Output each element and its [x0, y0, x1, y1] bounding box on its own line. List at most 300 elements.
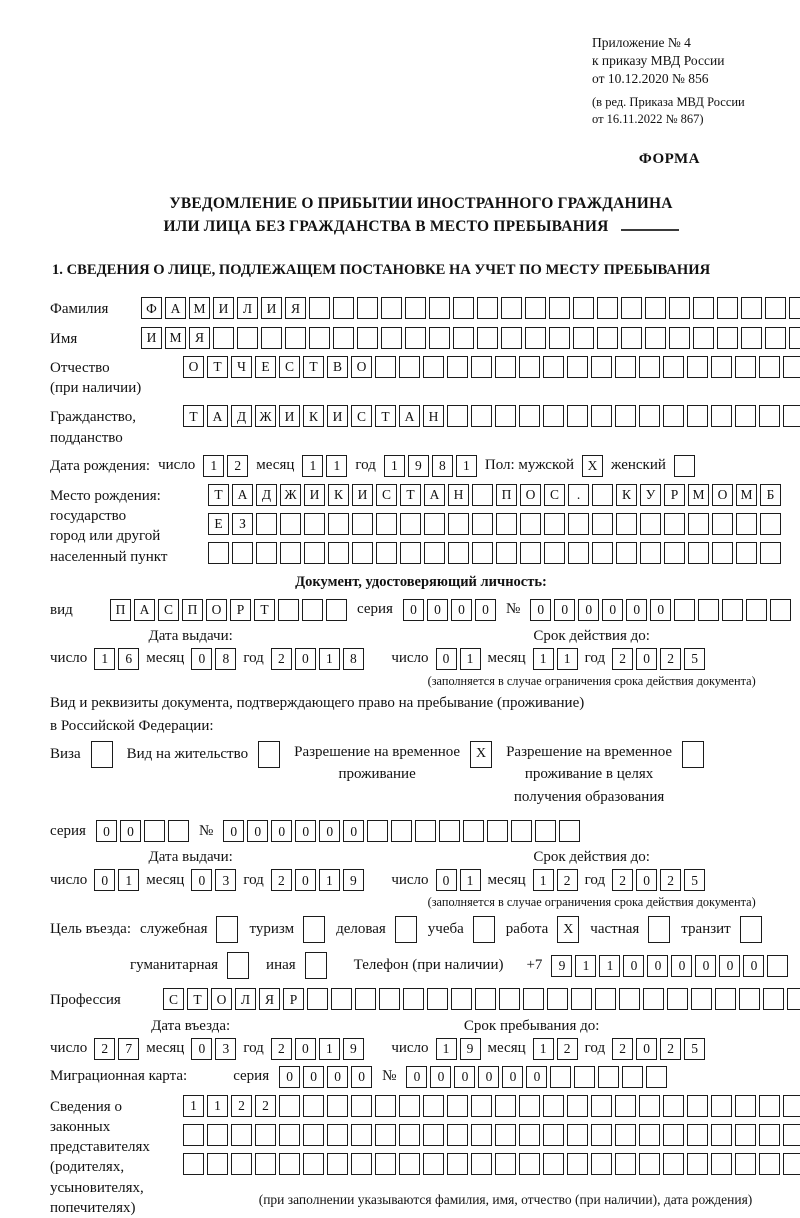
form-cell[interactable] [639, 1124, 660, 1146]
form-cell[interactable] [331, 988, 352, 1010]
form-cell[interactable] [376, 542, 397, 564]
form-cell[interactable] [424, 513, 445, 535]
form-cell[interactable] [698, 599, 719, 621]
form-cell[interactable] [544, 542, 565, 564]
form-cell[interactable]: П [496, 484, 517, 506]
form-cell[interactable]: 0 [526, 1066, 547, 1088]
form-cell[interactable] [687, 1153, 708, 1175]
form-cell[interactable]: 1 [319, 648, 340, 670]
form-cell[interactable] [424, 542, 445, 564]
form-cell[interactable]: 1 [319, 869, 340, 891]
form-cell[interactable]: 8 [432, 455, 453, 477]
form-cell[interactable] [525, 297, 546, 319]
form-cell[interactable]: К [616, 484, 637, 506]
form-cell[interactable] [591, 1095, 612, 1117]
form-cell[interactable]: 5 [684, 1038, 705, 1060]
form-cell[interactable]: 0 [223, 820, 244, 842]
form-cell[interactable]: 0 [343, 820, 364, 842]
form-cell[interactable] [379, 988, 400, 1010]
form-cell[interactable] [213, 327, 234, 349]
form-cell[interactable] [168, 820, 189, 842]
form-cell[interactable]: 0 [602, 599, 623, 621]
form-cell[interactable] [520, 542, 541, 564]
form-cell[interactable]: И [327, 405, 348, 427]
form-cell[interactable] [477, 297, 498, 319]
form-cell[interactable] [682, 741, 704, 768]
form-cell[interactable]: Т [254, 599, 275, 621]
form-cell[interactable]: 0 [406, 1066, 427, 1088]
form-cell[interactable]: 2 [255, 1095, 276, 1117]
form-cell[interactable] [453, 327, 474, 349]
form-cell[interactable] [783, 1124, 800, 1146]
form-cell[interactable]: А [424, 484, 445, 506]
form-cell[interactable] [423, 1095, 444, 1117]
form-cell[interactable]: 0 [96, 820, 117, 842]
form-cell[interactable]: И [279, 405, 300, 427]
form-cell[interactable]: Т [303, 356, 324, 378]
form-cell[interactable] [759, 1153, 780, 1175]
form-cell[interactable] [663, 405, 684, 427]
form-cell[interactable] [736, 513, 757, 535]
form-cell[interactable] [567, 1095, 588, 1117]
form-cell[interactable] [303, 1095, 324, 1117]
form-cell[interactable] [471, 1153, 492, 1175]
form-cell[interactable] [427, 988, 448, 1010]
form-cell[interactable] [144, 820, 165, 842]
form-cell[interactable] [231, 1124, 252, 1146]
form-cell[interactable]: Т [183, 405, 204, 427]
form-cell[interactable] [303, 916, 325, 943]
form-cell[interactable]: 0 [647, 955, 668, 977]
form-cell[interactable]: 5 [684, 648, 705, 670]
form-cell[interactable] [646, 1066, 667, 1088]
form-cell[interactable]: . [568, 484, 589, 506]
form-cell[interactable] [759, 356, 780, 378]
form-cell[interactable]: 2 [612, 869, 633, 891]
form-cell[interactable] [645, 327, 666, 349]
form-cell[interactable] [261, 327, 282, 349]
form-cell[interactable]: 8 [215, 648, 236, 670]
form-cell[interactable] [280, 513, 301, 535]
form-cell[interactable]: И [352, 484, 373, 506]
form-cell[interactable] [547, 988, 568, 1010]
form-cell[interactable] [391, 820, 412, 842]
form-cell[interactable]: 0 [623, 955, 644, 977]
form-cell[interactable] [763, 988, 784, 1010]
form-cell[interactable] [405, 327, 426, 349]
form-cell[interactable] [598, 1066, 619, 1088]
form-cell[interactable]: А [232, 484, 253, 506]
form-cell[interactable]: 0 [671, 955, 692, 977]
form-cell[interactable]: 2 [94, 1038, 115, 1060]
form-cell[interactable] [711, 405, 732, 427]
form-cell[interactable]: 0 [427, 599, 448, 621]
form-cell[interactable] [543, 405, 564, 427]
form-cell[interactable] [280, 542, 301, 564]
form-cell[interactable] [328, 542, 349, 564]
form-cell[interactable] [429, 297, 450, 319]
form-cell[interactable] [760, 513, 781, 535]
form-cell[interactable]: 2 [660, 648, 681, 670]
form-cell[interactable]: Т [400, 484, 421, 506]
form-cell[interactable] [305, 952, 327, 979]
form-cell[interactable] [711, 356, 732, 378]
form-cell[interactable] [712, 542, 733, 564]
form-cell[interactable]: 0 [502, 1066, 523, 1088]
form-cell[interactable] [615, 405, 636, 427]
form-cell[interactable]: С [376, 484, 397, 506]
form-cell[interactable]: 2 [227, 455, 248, 477]
form-cell[interactable] [615, 1124, 636, 1146]
form-cell[interactable] [663, 1095, 684, 1117]
form-cell[interactable]: 0 [430, 1066, 451, 1088]
form-cell[interactable] [597, 297, 618, 319]
form-cell[interactable] [448, 542, 469, 564]
form-cell[interactable] [415, 820, 436, 842]
form-cell[interactable] [495, 1095, 516, 1117]
form-cell[interactable] [519, 405, 540, 427]
form-cell[interactable] [351, 1153, 372, 1175]
form-cell[interactable] [307, 988, 328, 1010]
form-cell[interactable]: 0 [351, 1066, 372, 1088]
form-cell[interactable] [303, 1124, 324, 1146]
form-cell[interactable] [472, 484, 493, 506]
form-cell[interactable]: А [134, 599, 155, 621]
form-cell[interactable] [519, 1124, 540, 1146]
form-cell[interactable] [711, 1153, 732, 1175]
form-cell[interactable]: 0 [650, 599, 671, 621]
form-cell[interactable] [741, 327, 762, 349]
form-cell[interactable] [309, 327, 330, 349]
form-cell[interactable]: 1 [460, 648, 481, 670]
form-cell[interactable]: Т [208, 484, 229, 506]
form-cell[interactable] [451, 988, 472, 1010]
form-cell[interactable] [487, 820, 508, 842]
form-cell[interactable] [789, 297, 800, 319]
form-cell[interactable]: 1 [436, 1038, 457, 1060]
form-cell[interactable] [495, 356, 516, 378]
form-cell[interactable] [687, 405, 708, 427]
form-cell[interactable]: Р [230, 599, 251, 621]
form-cell[interactable]: 3 [215, 869, 236, 891]
form-cell[interactable]: 9 [408, 455, 429, 477]
form-cell[interactable] [722, 599, 743, 621]
form-cell[interactable]: И [141, 327, 162, 349]
form-cell[interactable]: Т [375, 405, 396, 427]
form-cell[interactable] [207, 1124, 228, 1146]
form-cell[interactable]: 0 [295, 820, 316, 842]
form-cell[interactable] [357, 297, 378, 319]
form-cell[interactable]: 1 [183, 1095, 204, 1117]
form-cell[interactable] [495, 1124, 516, 1146]
form-cell[interactable] [439, 820, 460, 842]
form-cell[interactable] [423, 1124, 444, 1146]
form-cell[interactable] [395, 916, 417, 943]
form-cell[interactable] [619, 988, 640, 1010]
form-cell[interactable] [328, 513, 349, 535]
form-cell[interactable]: 0 [191, 1038, 212, 1060]
form-cell[interactable]: М [736, 484, 757, 506]
form-cell[interactable]: 2 [612, 1038, 633, 1060]
form-cell[interactable] [496, 513, 517, 535]
form-cell[interactable] [674, 455, 695, 477]
form-cell[interactable] [232, 542, 253, 564]
form-cell[interactable]: А [207, 405, 228, 427]
form-cell[interactable] [573, 297, 594, 319]
form-cell[interactable] [471, 1124, 492, 1146]
form-cell[interactable]: 0 [327, 1066, 348, 1088]
form-cell[interactable] [207, 1153, 228, 1175]
form-cell[interactable]: М [165, 327, 186, 349]
form-cell[interactable]: 0 [295, 869, 316, 891]
form-cell[interactable] [543, 1124, 564, 1146]
form-cell[interactable]: 0 [636, 1038, 657, 1060]
form-cell[interactable] [645, 297, 666, 319]
form-cell[interactable]: 0 [636, 648, 657, 670]
form-cell[interactable] [285, 327, 306, 349]
form-cell[interactable] [471, 405, 492, 427]
form-cell[interactable] [525, 327, 546, 349]
form-cell[interactable] [715, 988, 736, 1010]
form-cell[interactable]: С [279, 356, 300, 378]
form-cell[interactable] [352, 542, 373, 564]
form-cell[interactable]: 0 [636, 869, 657, 891]
form-cell[interactable] [640, 513, 661, 535]
form-cell[interactable] [712, 513, 733, 535]
form-cell[interactable]: Д [231, 405, 252, 427]
form-cell[interactable]: Ч [231, 356, 252, 378]
form-cell[interactable] [567, 356, 588, 378]
form-cell[interactable] [687, 1124, 708, 1146]
form-cell[interactable] [327, 1124, 348, 1146]
form-cell[interactable] [447, 1153, 468, 1175]
form-cell[interactable] [279, 1124, 300, 1146]
form-cell[interactable]: 0 [94, 869, 115, 891]
form-cell[interactable]: И [213, 297, 234, 319]
form-cell[interactable]: 9 [551, 955, 572, 977]
form-cell[interactable]: 0 [436, 648, 457, 670]
form-cell[interactable] [447, 405, 468, 427]
form-cell[interactable]: 0 [743, 955, 764, 977]
form-cell[interactable] [519, 356, 540, 378]
form-cell[interactable] [278, 599, 299, 621]
form-cell[interactable] [519, 1095, 540, 1117]
form-cell[interactable] [255, 1153, 276, 1175]
form-cell[interactable]: 9 [343, 869, 364, 891]
form-cell[interactable]: 0 [191, 648, 212, 670]
form-cell[interactable] [568, 542, 589, 564]
form-cell[interactable]: О [211, 988, 232, 1010]
form-cell[interactable] [91, 741, 113, 768]
form-cell[interactable] [400, 513, 421, 535]
form-cell[interactable] [759, 1095, 780, 1117]
form-cell[interactable]: Ж [255, 405, 276, 427]
form-cell[interactable]: 2 [231, 1095, 252, 1117]
form-cell[interactable]: 0 [554, 599, 575, 621]
form-cell[interactable]: Ж [280, 484, 301, 506]
form-cell[interactable] [688, 513, 709, 535]
form-cell[interactable] [496, 542, 517, 564]
form-cell[interactable] [376, 513, 397, 535]
form-cell[interactable] [302, 599, 323, 621]
form-cell[interactable]: О [351, 356, 372, 378]
form-cell[interactable] [735, 405, 756, 427]
form-cell[interactable] [357, 327, 378, 349]
form-cell[interactable]: Б [760, 484, 781, 506]
form-cell[interactable] [765, 327, 786, 349]
form-cell[interactable] [664, 542, 685, 564]
form-cell[interactable]: 0 [451, 599, 472, 621]
form-cell[interactable] [463, 820, 484, 842]
form-cell[interactable]: 2 [557, 869, 578, 891]
form-cell[interactable] [216, 916, 238, 943]
form-cell[interactable] [592, 513, 613, 535]
form-cell[interactable] [621, 327, 642, 349]
form-cell[interactable]: 0 [626, 599, 647, 621]
form-cell[interactable]: С [351, 405, 372, 427]
form-cell[interactable] [693, 297, 714, 319]
form-cell[interactable] [759, 1124, 780, 1146]
form-cell[interactable] [477, 327, 498, 349]
form-cell[interactable]: 1 [384, 455, 405, 477]
form-cell[interactable] [664, 513, 685, 535]
form-cell[interactable]: П [110, 599, 131, 621]
form-cell[interactable]: 1 [533, 869, 554, 891]
form-cell[interactable]: 2 [271, 648, 292, 670]
form-cell[interactable]: С [163, 988, 184, 1010]
form-cell[interactable]: П [182, 599, 203, 621]
form-cell[interactable] [574, 1066, 595, 1088]
form-cell[interactable]: 0 [454, 1066, 475, 1088]
form-cell[interactable] [549, 297, 570, 319]
form-cell[interactable] [279, 1095, 300, 1117]
form-cell[interactable] [615, 1153, 636, 1175]
form-cell[interactable]: 0 [295, 648, 316, 670]
form-cell[interactable] [399, 1095, 420, 1117]
form-cell[interactable]: М [189, 297, 210, 319]
form-cell[interactable]: Т [207, 356, 228, 378]
form-cell[interactable]: 0 [120, 820, 141, 842]
form-cell[interactable]: 2 [271, 1038, 292, 1060]
form-cell[interactable] [639, 356, 660, 378]
form-cell[interactable] [667, 988, 688, 1010]
form-cell[interactable]: 1 [302, 455, 323, 477]
form-cell[interactable] [423, 1153, 444, 1175]
form-cell[interactable]: С [158, 599, 179, 621]
form-cell[interactable]: 1 [118, 869, 139, 891]
form-cell[interactable] [375, 1153, 396, 1175]
form-cell[interactable] [615, 1095, 636, 1117]
form-cell[interactable] [688, 542, 709, 564]
form-cell[interactable]: 9 [343, 1038, 364, 1060]
form-cell[interactable]: Е [255, 356, 276, 378]
form-cell[interactable]: 0 [719, 955, 740, 977]
form-cell[interactable] [326, 599, 347, 621]
form-cell[interactable] [597, 327, 618, 349]
form-cell[interactable]: 1 [460, 869, 481, 891]
form-cell[interactable]: 2 [271, 869, 292, 891]
form-cell[interactable]: О [206, 599, 227, 621]
form-cell[interactable]: Я [189, 327, 210, 349]
form-cell[interactable]: Р [664, 484, 685, 506]
form-cell[interactable] [351, 1095, 372, 1117]
form-cell[interactable] [711, 1095, 732, 1117]
form-cell[interactable]: О [712, 484, 733, 506]
form-cell[interactable]: А [165, 297, 186, 319]
form-cell[interactable]: X [557, 916, 579, 943]
form-cell[interactable]: 1 [319, 1038, 340, 1060]
form-cell[interactable] [736, 542, 757, 564]
form-cell[interactable] [621, 297, 642, 319]
form-cell[interactable] [237, 327, 258, 349]
form-cell[interactable] [741, 297, 762, 319]
form-cell[interactable] [770, 599, 791, 621]
form-cell[interactable]: Е [208, 513, 229, 535]
form-cell[interactable] [256, 542, 277, 564]
form-cell[interactable] [567, 1153, 588, 1175]
form-cell[interactable] [549, 327, 570, 349]
form-cell[interactable]: 1 [533, 1038, 554, 1060]
form-cell[interactable] [473, 916, 495, 943]
form-cell[interactable] [787, 988, 800, 1010]
form-cell[interactable] [595, 988, 616, 1010]
form-cell[interactable] [615, 356, 636, 378]
form-cell[interactable] [535, 820, 556, 842]
form-cell[interactable] [669, 297, 690, 319]
form-cell[interactable]: 0 [279, 1066, 300, 1088]
form-cell[interactable]: 0 [319, 820, 340, 842]
form-cell[interactable] [399, 356, 420, 378]
form-cell[interactable] [616, 542, 637, 564]
form-cell[interactable] [375, 1095, 396, 1117]
form-cell[interactable] [717, 327, 738, 349]
form-cell[interactable]: О [183, 356, 204, 378]
form-cell[interactable] [591, 405, 612, 427]
form-cell[interactable]: С [544, 484, 565, 506]
form-cell[interactable]: А [399, 405, 420, 427]
form-cell[interactable] [471, 356, 492, 378]
form-cell[interactable]: 1 [599, 955, 620, 977]
form-cell[interactable]: 0 [478, 1066, 499, 1088]
form-cell[interactable]: Л [237, 297, 258, 319]
form-cell[interactable] [447, 1095, 468, 1117]
form-cell[interactable]: 1 [326, 455, 347, 477]
form-cell[interactable] [640, 542, 661, 564]
form-cell[interactable] [351, 1124, 372, 1146]
form-cell[interactable] [567, 1124, 588, 1146]
form-cell[interactable] [405, 297, 426, 319]
form-cell[interactable] [375, 1124, 396, 1146]
form-cell[interactable] [495, 1153, 516, 1175]
form-cell[interactable] [783, 1153, 800, 1175]
form-cell[interactable]: К [303, 405, 324, 427]
form-cell[interactable] [789, 327, 800, 349]
form-cell[interactable]: 2 [660, 1038, 681, 1060]
form-cell[interactable]: 1 [575, 955, 596, 977]
form-cell[interactable] [674, 599, 695, 621]
form-cell[interactable] [471, 1095, 492, 1117]
form-cell[interactable] [765, 297, 786, 319]
form-cell[interactable] [447, 356, 468, 378]
form-cell[interactable] [759, 405, 780, 427]
form-cell[interactable]: 0 [403, 599, 424, 621]
form-cell[interactable]: 0 [247, 820, 268, 842]
form-cell[interactable] [333, 297, 354, 319]
form-cell[interactable] [544, 513, 565, 535]
form-cell[interactable] [711, 1124, 732, 1146]
form-cell[interactable]: Ф [141, 297, 162, 319]
form-cell[interactable] [519, 1153, 540, 1175]
